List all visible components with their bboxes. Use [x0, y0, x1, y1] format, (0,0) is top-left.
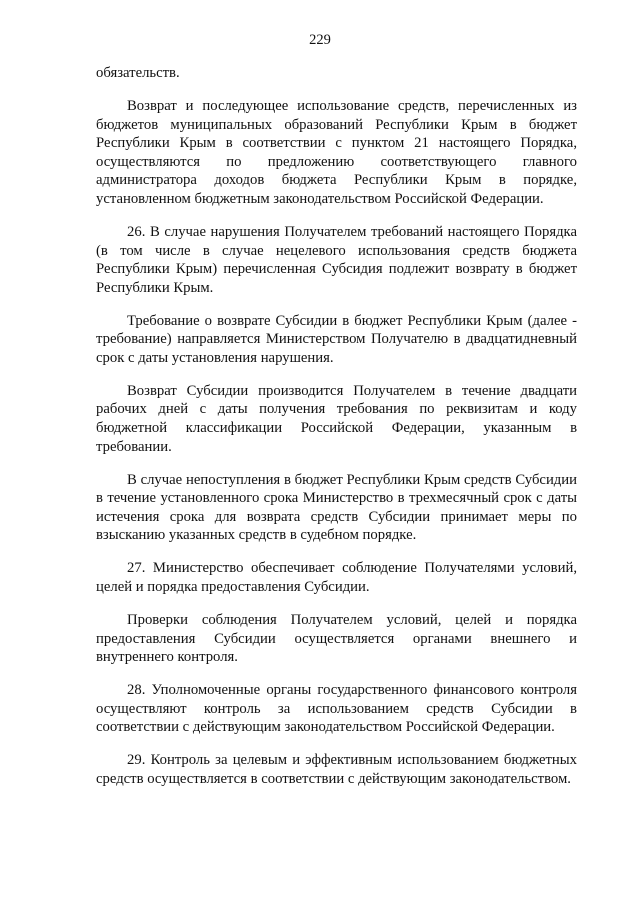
document-body — [96, 64, 577, 789]
paragraph-non-receipt: В случае непоступления в бюджет Республики Крым средств Субсидии в течение установленного срока Министерство в трехмесячный срок с даты истечения срока для возврата средств Субсидии принимает меры по взысканию указанных средств в судебном порядке. — [96, 471, 577, 544]
paragraph-clause-26: 26. В случае нарушения Получателем требований настоящего Порядка (в том числе в случае нецелевого использования средств бюджета Республики Крым) перечисленная Субсидия подлежит возврату в бюджет Республики Крым. — [96, 223, 577, 296]
page-number: 229 — [309, 32, 331, 48]
paragraph-gap — [96, 83, 577, 97]
paragraph-gap — [96, 456, 577, 470]
paragraph-gap — [96, 545, 577, 559]
paragraph-clause-29: 29. Контроль за целевым и эффективным использованием бюджетных средств осуществляется в соответствии с действующим законодательством. — [96, 752, 577, 787]
paragraph-gap — [96, 367, 577, 381]
paragraph-continuation: обязательств. — [96, 65, 180, 81]
paragraph-clause-28: 28. Уполномоченные органы государственного финансового контроля осуществляют контроль за использованием средств Субсидии в соответствии с действующим законодательством Российской Федерации. — [96, 682, 577, 736]
paragraph-inspections: Проверки соблюдения Получателем условий, целей и порядка предоставления Субсидии осуществляется органами внешнего и внутреннего контроля. — [96, 611, 577, 666]
paragraph-gap — [96, 297, 577, 311]
paragraph-gap — [96, 737, 577, 751]
paragraph-gap — [96, 667, 577, 681]
paragraph-return-municipal-funds: Возврат и последующее использование средств, перечисленных из бюджетов муниципальных образований Республики Крым в бюджет Республики Крым в соответствии с пунктом 21 настоящего Порядка, осуществляются по предложению соответствующего главного администратора доходов бюджета Республики Крым в порядке, установленном бюджетным законодательством Российской Федерации. — [96, 97, 577, 207]
paragraph-return-timing: Возврат Субсидии производится Получателем в течение двадцати рабочих дней с даты получения требования по реквизитам и коду бюджетной классификации Российской Федерации, указанным в требовании. — [96, 382, 577, 455]
paragraph-gap — [96, 597, 577, 611]
paragraph-return-requirement: Требование о возврате Субсидии в бюджет Республики Крым (далее - требование) направляется Министерством Получателю в двадцатидневный срок с даты установления нарушения. — [96, 312, 577, 366]
paragraph-clause-27: 27. Министерство обеспечивает соблюдение Получателями условий, целей и порядка предоставления Субсидии. — [96, 560, 577, 595]
paragraph-gap — [96, 209, 577, 223]
